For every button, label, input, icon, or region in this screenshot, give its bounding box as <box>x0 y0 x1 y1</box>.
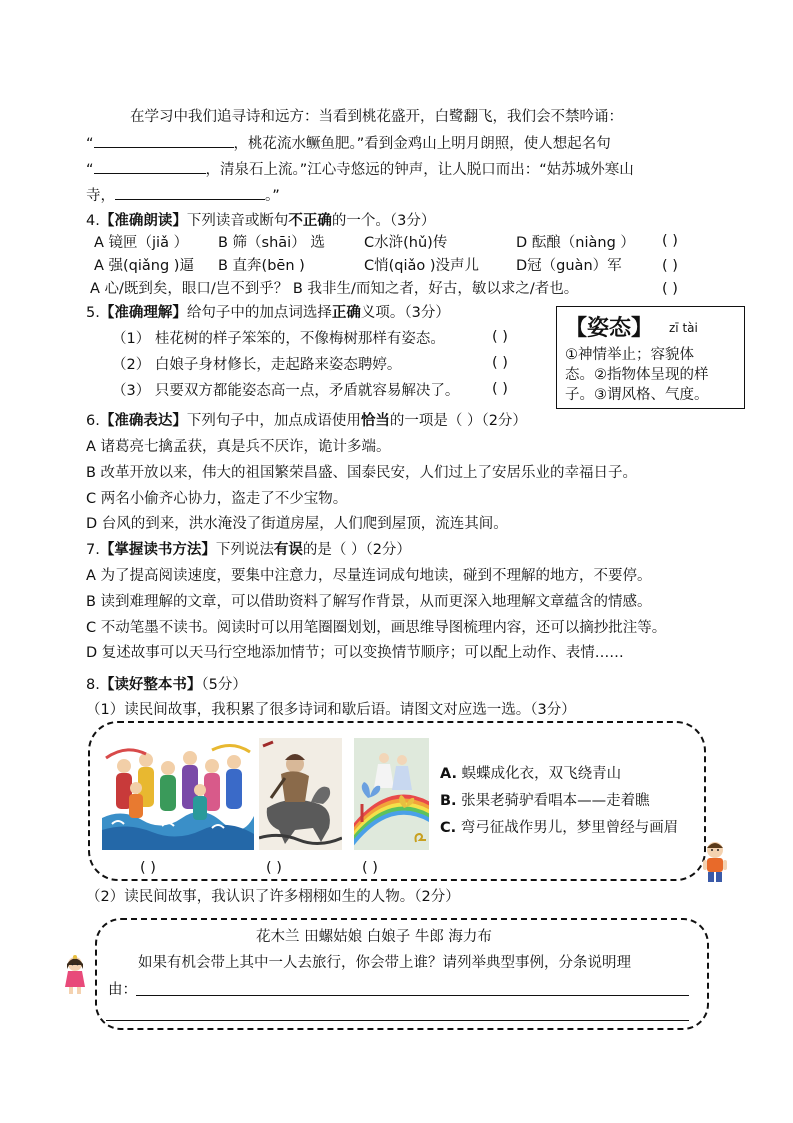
girl-illustration <box>62 955 88 995</box>
q6-option-d: D 台风的到来，洪水淹没了街道房屋，人们爬到屋顶，流连其间。 <box>86 516 508 532</box>
q6-stem: 6.【准确表达】下列句子中，加点成语使用恰当的一项是（ ）（2分） <box>86 413 527 429</box>
q5-item-2: （2） 白娘子身材修长，走起路来姿态聘婷。 <box>112 357 402 373</box>
q4-answer-paren-1[interactable]: ( ) <box>662 233 678 249</box>
q5-item-1: （1） 桂花树的样子笨笨的，不像梅树那样有姿态。 <box>112 331 445 347</box>
q5-stem: 5.【准确理解】给句子中的加点词选择正确义项。（3分） <box>86 305 450 321</box>
q5-answer-paren-1[interactable]: ( ) <box>492 329 508 345</box>
q7-stem: 7.【掌握读书方法】下列说法有误的是（ ）（2分） <box>86 542 411 558</box>
q6-option-b: B 改革开放以来，伟大的祖国繁荣昌盛、国泰民安，人们过上了安居乐业的幸福日子。 <box>86 465 638 481</box>
q8-stem: 8.【读好整本书】（5分） <box>86 677 247 693</box>
match-choice-a: A. 蜈蝶成化衣，双飞绕青山 <box>440 766 622 782</box>
definition-word: 【姿态】 <box>565 316 654 341</box>
q4-row1-b: B 筛（shāi） 选 <box>218 235 325 251</box>
q7-option-b: B 读到难理解的文章，可以借助资料了解写作背景，从而更深入地理解文章蕴含的情感。 <box>86 594 652 610</box>
q5-answer-paren-3[interactable]: ( ) <box>492 381 508 397</box>
definition-box <box>556 306 745 409</box>
boy-illustration <box>700 840 730 886</box>
q8-part2-prompt: （2）读民间故事，我认识了许多栩栩如生的人物。（2分） <box>86 889 460 905</box>
q4-answer-paren-2[interactable]: ( ) <box>662 258 678 274</box>
q5-item-3: （3） 只要双方都能姿态高一点，矛盾就容易解决了。 <box>112 383 460 399</box>
q4-row2-c: C悄(qiǎo )没声儿 <box>364 258 480 274</box>
butterfly-lovers-picture <box>354 738 429 850</box>
q7-option-a: A 为了提高阅读速度，要集中注意力，尽量连词成句地读，碰到不理解的地方，不要停。 <box>86 568 652 584</box>
definition-pinyin: zī tài <box>669 321 698 335</box>
writing-prompt-line-2: 由： <box>108 982 137 998</box>
intro-line-2: “ ，桃花流水鳜鱼肥。”看到金鸡山上明月朗照，使人想起名句 <box>86 133 611 154</box>
q4-row1-a: A 镜匣（jiǎ ） <box>94 235 189 251</box>
intro-line-3: “ ，清泉石上流。”江心寺悠远的钟声，让人脱口而出：“姑苏城外寒山 <box>86 159 634 180</box>
answer-blank-1[interactable] <box>94 133 234 148</box>
answer-blank-2[interactable] <box>94 159 206 174</box>
q6-option-c: C 两名小偷齐心协力，盗走了不少宝物。 <box>86 491 348 507</box>
q4-row2-b: B 直奔(bēn ) <box>218 258 305 274</box>
q7-option-c: C 不动笔墨不读书。阅读时可以用笔圈圈划划，画思维导图梳理内容，还可以摘抄批注等。 <box>86 620 667 636</box>
q4-row1-c: C水浒(hǔ)传 <box>364 235 448 251</box>
q4-stem: 4.【准确朗读】下列读音或断句不正确的一个。（3分） <box>86 213 436 229</box>
definition-line-1: ①神情举止；容貌体 <box>565 347 694 363</box>
match-choice-b: B. 张果老骑驴看唱本——走着瞧 <box>440 793 650 809</box>
q6-option-a: A 诸葛亮七擒孟获，真是兵不厌诈，诡计多端。 <box>86 439 391 455</box>
intro-line-4: 寺， 。” <box>86 185 280 206</box>
eight-immortals-picture <box>102 738 254 850</box>
character-names: 花木兰 田螺姑娘 白娘子 牛郎 海力布 <box>256 929 492 945</box>
rider-on-horse-picture <box>259 738 342 850</box>
q4-row2-a: A 强(qiǎng )逼 <box>94 258 194 274</box>
q7-option-d: D 复述故事可以天马行空地添加情节；可以变换情节顺序；可以配上动作、表情…… <box>86 645 624 661</box>
answer-blank-3[interactable] <box>115 185 265 200</box>
match-answer-paren-3[interactable]: ( ) <box>362 860 378 876</box>
writing-prompt-line-1: 如果有机会带上其中一人去旅行，你会带上谁？请列举典型事例，分条说明理 <box>138 955 631 971</box>
match-answer-paren-1[interactable]: ( ) <box>140 860 156 876</box>
q4-row1-d: D 酝酿（niàng ） <box>516 235 635 251</box>
match-answer-paren-2[interactable]: ( ) <box>266 860 282 876</box>
q4-row3: A 心/既到矣，眼口/岂不到乎？ B 我非生/而知之者，好古，敏以求之/者也。 <box>90 281 579 297</box>
q4-answer-paren-3[interactable]: ( ) <box>662 281 678 297</box>
writing-answer-line-2[interactable] <box>106 1020 689 1021</box>
q4-row2-d: D冠（guàn）军 <box>516 258 622 274</box>
definition-line-2: 态。②指物体呈现的样 <box>565 367 709 383</box>
intro-line-1: 在学习中我们追寻诗和远方：当看到桃花盛开，白鹭翻飞，我们会不禁吟诵： <box>130 109 623 125</box>
q5-answer-paren-2[interactable]: ( ) <box>492 355 508 371</box>
definition-line-3: 子。③谓风格、气度。 <box>565 387 709 403</box>
q8-part1-prompt: （1）读民间故事，我积累了很多诗词和歇后语。请图文对应选一选。（3分） <box>86 702 576 718</box>
writing-answer-line-1[interactable] <box>136 995 689 996</box>
match-choice-c: C. 弯弓征战作男儿，梦里曾经与画眉 <box>440 820 679 836</box>
